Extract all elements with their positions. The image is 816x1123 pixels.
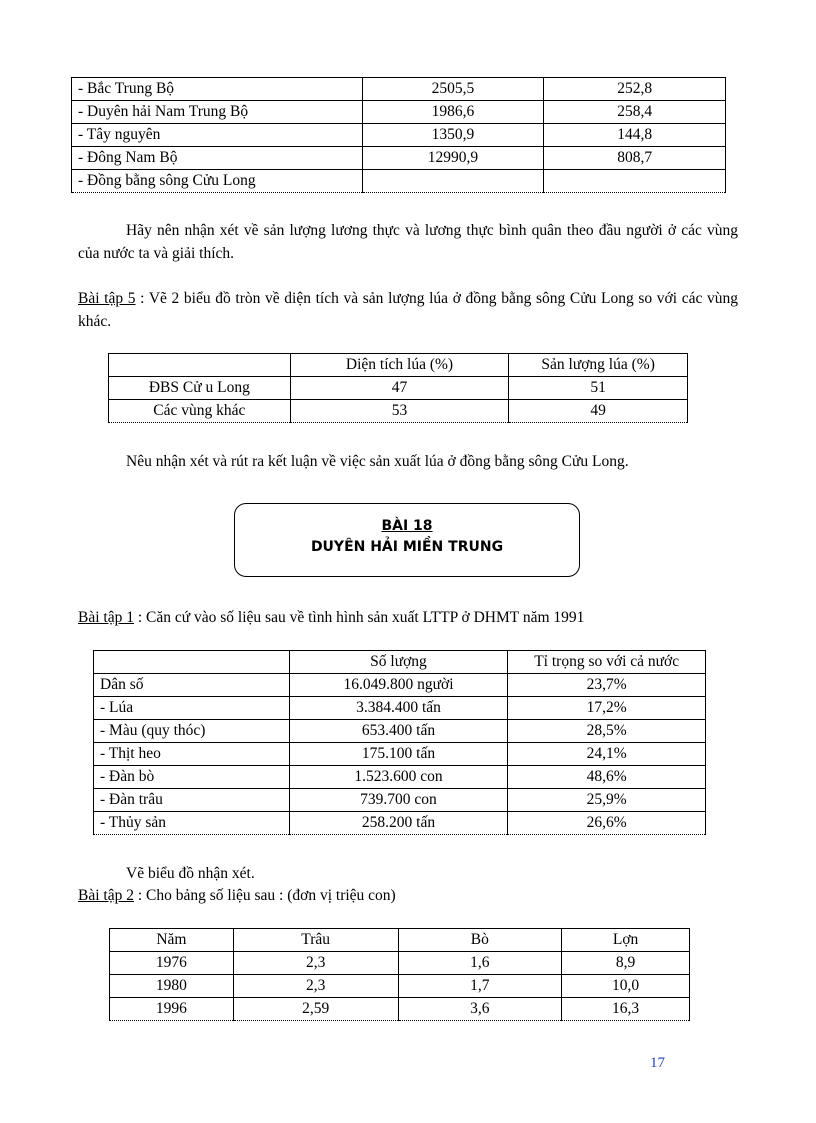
livestock-table (109, 928, 690, 1021)
table-cell: - Đàn bò (94, 766, 290, 789)
header-cell: Bò (398, 929, 562, 952)
exercise-2-text: : Cho bảng số liệu sau : (đơn vị triệu con) (133, 887, 396, 904)
paragraph-rice-conclusion-text: Nêu nhận xét và rút ra kết luận về việc sản xuất lúa ở đồng bằng sông Cửu Long. (126, 453, 629, 470)
table-cell (362, 170, 544, 193)
table-cell: Dân số (94, 674, 290, 697)
table-row (94, 743, 706, 766)
table-cell: 51 (509, 377, 688, 400)
table-cell: - Đông Nam Bộ (72, 147, 363, 170)
table-cell: 23,7% (508, 674, 706, 697)
table-cell: 258,4 (544, 101, 726, 124)
table-cell: 808,7 (544, 147, 726, 170)
dhmt-table (93, 650, 706, 835)
exercise-1 (78, 606, 778, 629)
table-cell (544, 170, 726, 193)
exercise-5 (78, 287, 738, 333)
table-row (94, 720, 706, 743)
table-cell: - Duyên hải Nam Trung Bộ (72, 101, 363, 124)
exercise-5-label: Bài tập 5 (78, 290, 136, 307)
dhmt-table-head (94, 651, 706, 674)
table-cell: 16,3 (562, 998, 690, 1021)
table-row (94, 674, 706, 697)
table-cell: - Thủy sản (94, 812, 290, 835)
lesson-title: DUYÊN HẢI MIỀN TRUNG (310, 539, 504, 555)
header-cell (109, 354, 291, 377)
dhmt-table-body (94, 674, 706, 835)
table-row (72, 124, 726, 147)
table-cell: 653.400 tấn (289, 720, 508, 743)
table-cell: - Thịt heo (94, 743, 290, 766)
table-cell: - Tây nguyên (72, 124, 363, 147)
table-row (94, 789, 706, 812)
paragraph-rice-conclusion (126, 450, 766, 473)
table-cell: - Đàn trâu (94, 789, 290, 812)
header-cell: Lợn (562, 929, 690, 952)
table-cell: 25,9% (508, 789, 706, 812)
table-cell: 2505,5 (362, 78, 544, 101)
table-row (72, 78, 726, 101)
header-cell: Trâu (233, 929, 398, 952)
regions-table (71, 77, 726, 193)
table-row (72, 147, 726, 170)
table-row (109, 400, 688, 423)
lesson-number: BÀI 18 (381, 518, 433, 534)
table-cell: 47 (290, 377, 509, 400)
livestock-table-body (110, 952, 690, 1021)
table-row (110, 998, 690, 1021)
header-cell: Sản lượng lúa (%) (509, 354, 688, 377)
table-cell: - Lúa (94, 697, 290, 720)
table-row (109, 377, 688, 400)
exercise-2-label: Bài tập 2 (78, 887, 134, 904)
header-cell: Tỉ trọng so với cả nước (508, 651, 706, 674)
exercise-1-label: Bài tập 1 (78, 609, 134, 626)
table-cell: - Màu (quy thóc) (94, 720, 290, 743)
table-cell: 17,2% (508, 697, 706, 720)
table-cell: 2,3 (233, 952, 398, 975)
table-row (94, 812, 706, 835)
table-cell: 26,6% (508, 812, 706, 835)
table-cell: - Đồng bằng sông Cửu Long (72, 170, 363, 193)
table-cell: 252,8 (544, 78, 726, 101)
table-cell: 48,6% (508, 766, 706, 789)
livestock-table-head (110, 929, 690, 952)
table-cell: 1.523.600 con (289, 766, 508, 789)
table-cell: 8,9 (562, 952, 690, 975)
rice-table (108, 353, 688, 423)
exercise-1-text: : Căn cứ vào số liệu sau về tình hình sản xuất LTTP ở DHMT năm 1991 (133, 609, 585, 626)
table-cell: 16.049.800 người (289, 674, 508, 697)
exercise-2 (78, 884, 678, 907)
table-cell: 1,6 (398, 952, 562, 975)
paragraph-draw-chart-text: Vẽ biểu đồ nhận xét. (126, 865, 255, 882)
table-cell: 2,3 (233, 975, 398, 998)
table-cell: 1996 (110, 998, 234, 1021)
table-cell: 1,7 (398, 975, 562, 998)
table-row (94, 697, 706, 720)
header-cell: Số lượng (289, 651, 508, 674)
header-cell: Diện tích lúa (%) (290, 354, 509, 377)
table-cell: - Bắc Trung Bộ (72, 78, 363, 101)
table-cell: 28,5% (508, 720, 706, 743)
table-cell: 258.200 tấn (289, 812, 508, 835)
table-row (72, 101, 726, 124)
table-row (110, 952, 690, 975)
paragraph-sanluong (78, 219, 738, 265)
table-cell: 10,0 (562, 975, 690, 998)
table-row (94, 766, 706, 789)
exercise-5-text: : Vẽ 2 biểu đồ tròn về diện tích và sản lượng lúa ở đồng bằng sông Cửu Long so với các vùng khác. (78, 290, 738, 330)
table-cell: 3.384.400 tấn (289, 697, 508, 720)
paragraph-draw-chart (126, 862, 726, 885)
lesson-title-box (234, 503, 580, 577)
table-cell: 1986,6 (362, 101, 544, 124)
table-cell: 144,8 (544, 124, 726, 147)
table-cell: 12990,9 (362, 147, 544, 170)
table-cell: 1976 (110, 952, 234, 975)
regions-table-body (72, 78, 726, 193)
page-number: 17 (650, 1055, 665, 1071)
table-cell: 24,1% (508, 743, 706, 766)
table-cell: 1350,9 (362, 124, 544, 147)
table-cell: Các vùng khác (109, 400, 291, 423)
table-cell: 49 (509, 400, 688, 423)
header-row (94, 651, 706, 674)
header-cell (94, 651, 290, 674)
paragraph-sanluong-text: Hãy nên nhận xét về sản lượng lương thực và lương thực bình quân theo đầu người ở các vùng của nước ta và giải thích. (78, 222, 738, 262)
table-cell: 3,6 (398, 998, 562, 1021)
table-cell: 175.100 tấn (289, 743, 508, 766)
table-cell: 2,59 (233, 998, 398, 1021)
table-row (110, 975, 690, 998)
header-row (109, 354, 688, 377)
header-row (110, 929, 690, 952)
rice-table-head (109, 354, 688, 377)
table-cell: 739.700 con (289, 789, 508, 812)
table-row (72, 170, 726, 193)
header-cell: Năm (110, 929, 234, 952)
table-cell: 53 (290, 400, 509, 423)
rice-table-body (109, 377, 688, 423)
table-cell: 1980 (110, 975, 234, 998)
table-cell: ĐBS Cử u Long (109, 377, 291, 400)
